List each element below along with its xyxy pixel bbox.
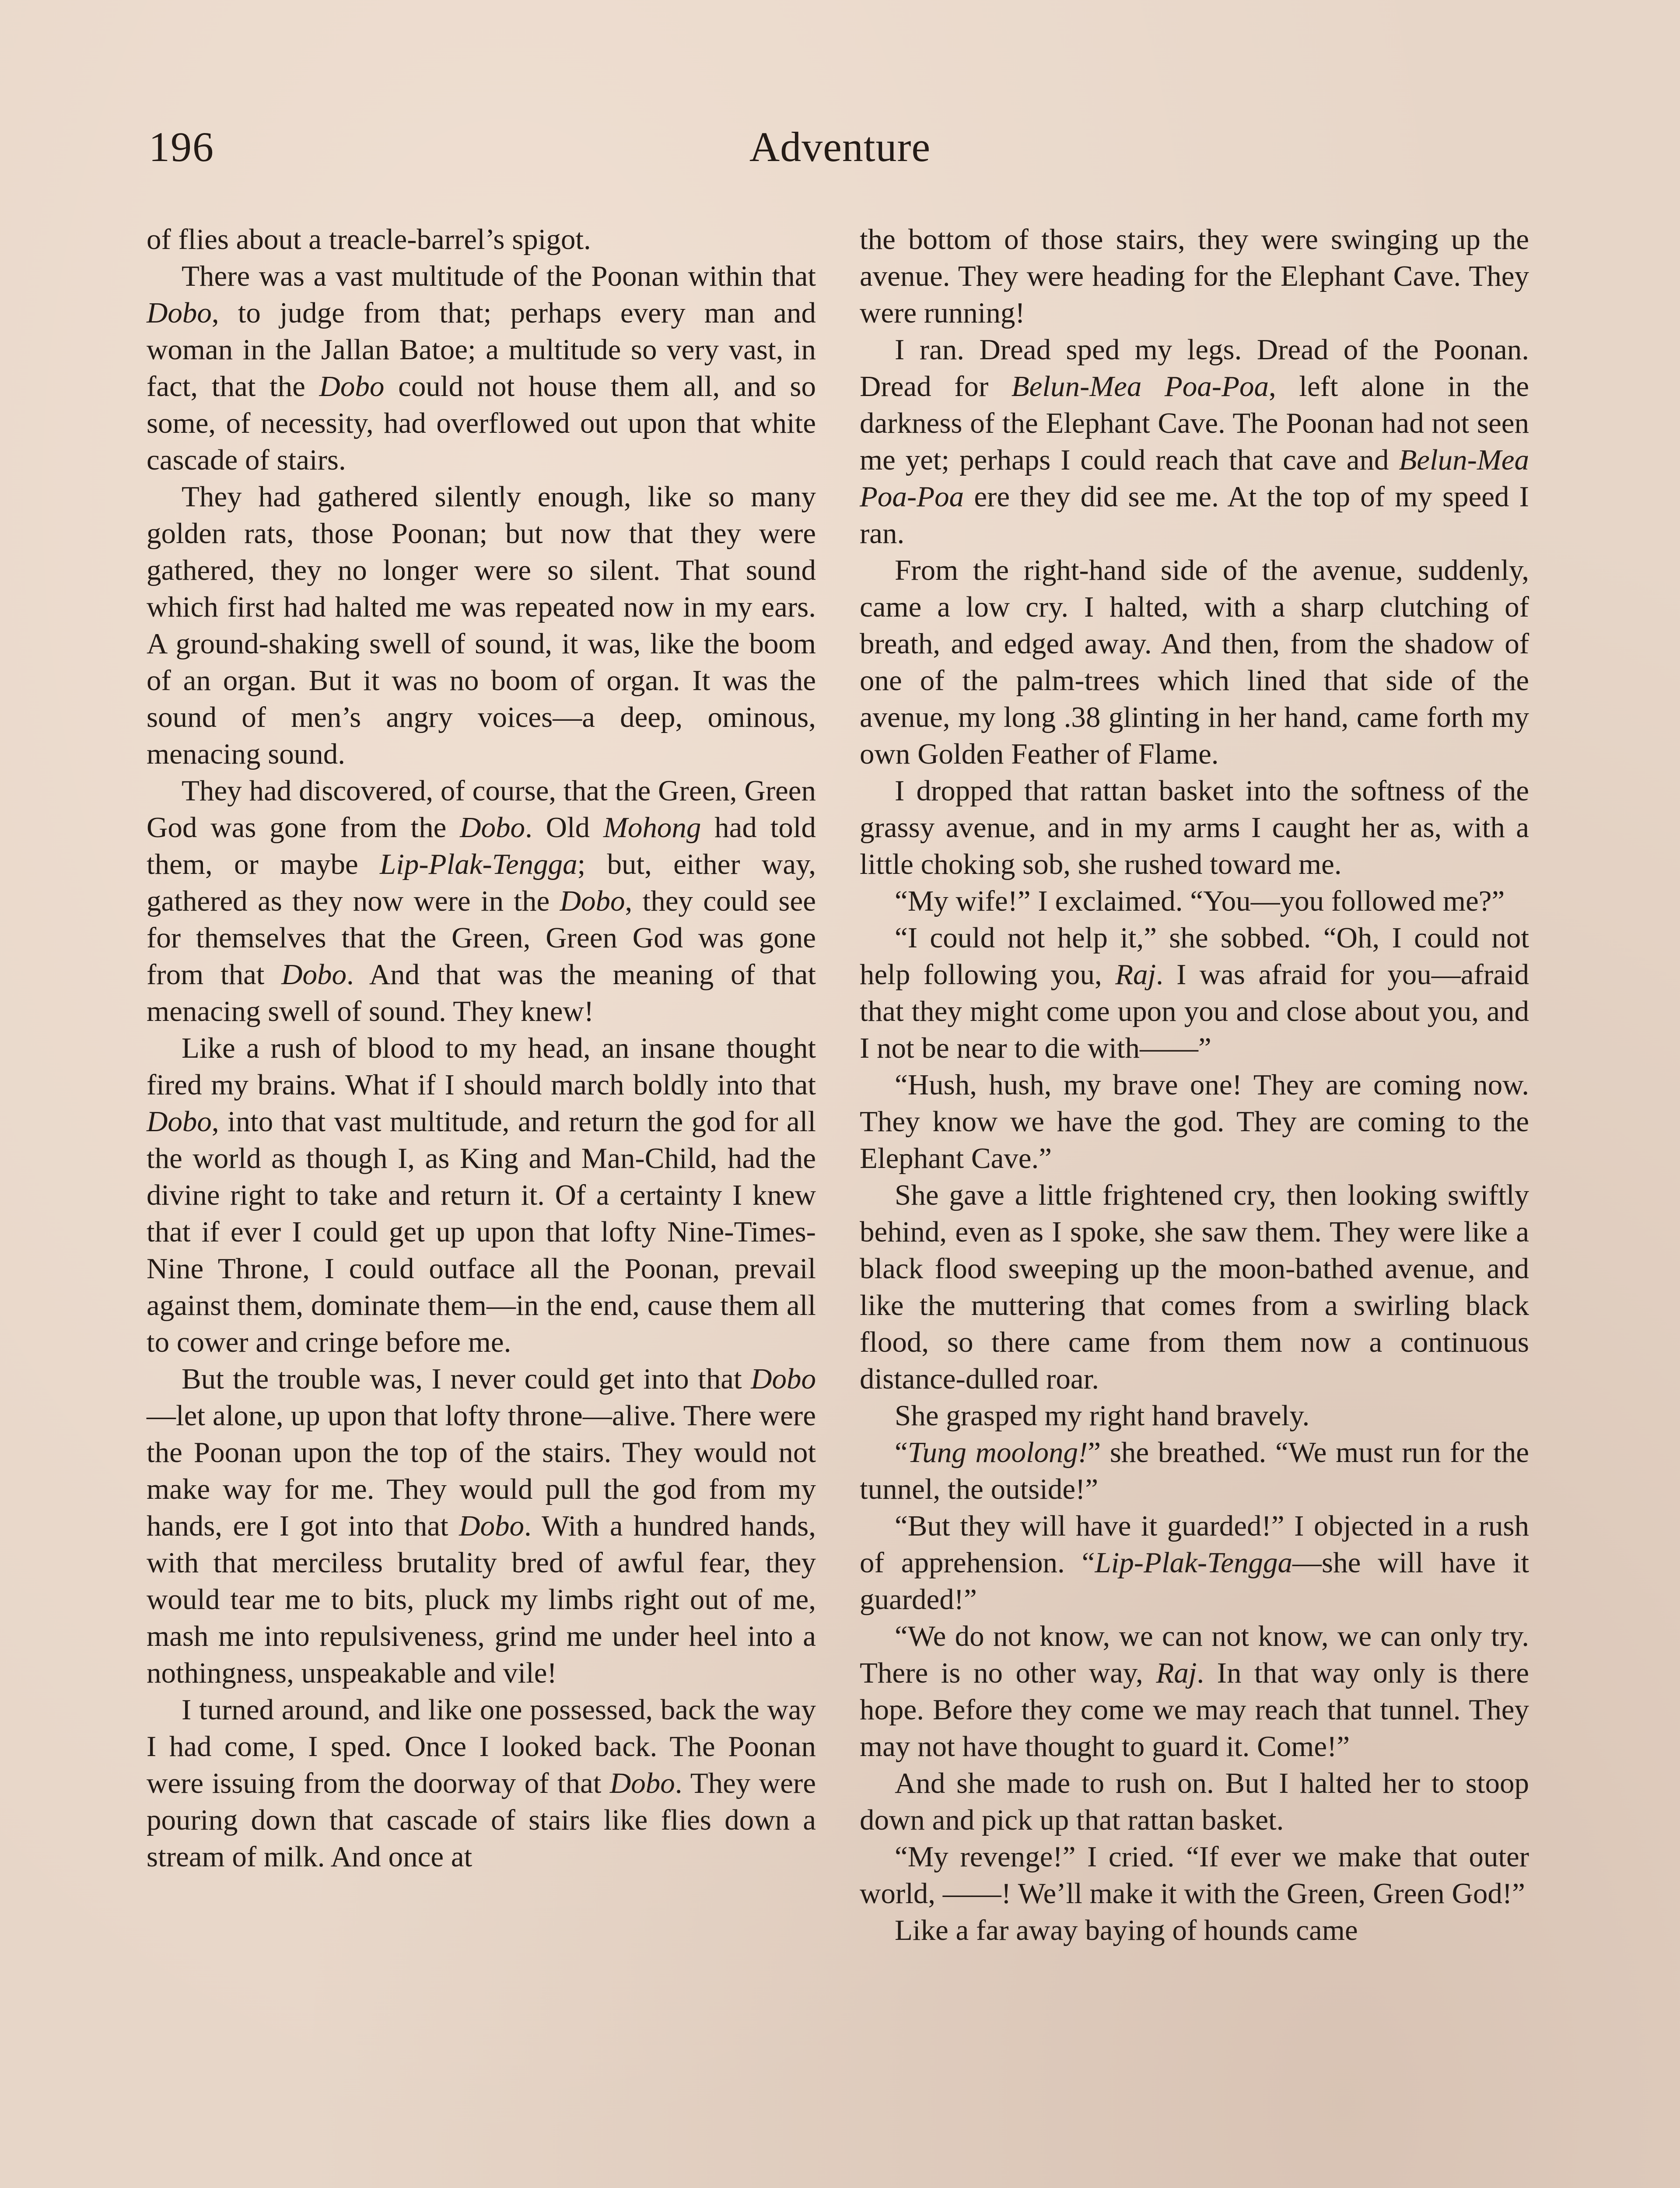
italic-text: Mohong <box>603 811 701 844</box>
right-column <box>860 221 1529 1949</box>
paragraph <box>147 478 816 772</box>
text-run: , to judge from that; perhaps every man and woman in the Jallan Batoe; a multitude so very vast, in fact, that the <box>147 297 816 403</box>
text-run: . In that way only is there hope. Before they come we may reach that tunnel. They may not have thought to guard it. Come!” <box>860 1657 1530 1763</box>
italic-text: Dobo <box>147 1105 212 1138</box>
text-run: “Hush, hush, my brave one! They are coming now. They know we have the god. They are coming to the Elephant Cave.” <box>860 1069 1529 1175</box>
text-run: . Old <box>525 811 604 844</box>
paragraph <box>147 1030 816 1360</box>
article-body <box>147 221 1538 2188</box>
paragraph <box>147 258 816 478</box>
paragraph <box>860 1765 1529 1838</box>
text-run: She gave a little frightened cry, then looking swiftly behind, even as I spoke, she saw them. They were like a black flood sweeping up the moon-bathed avenue, and like the muttering that comes from a swirling black flood, so there came from them now a continuous distance-dulled roar. <box>860 1179 1529 1395</box>
paragraph <box>147 221 816 258</box>
text-run: ” she breathed. “We must run for the tunnel, the outside!” <box>860 1436 1529 1505</box>
text-run: They had discovered, of course, that the Green, Green God was gone from the <box>147 775 816 844</box>
text-run: . They were pouring down that cascade of stairs like flies down a stream of milk. And once at <box>147 1767 816 1873</box>
italic-text: Raj <box>1115 958 1156 991</box>
text-run: could not house them all, and so some, of necessity, had overflowed out upon that white cascade of stairs. <box>147 370 816 476</box>
text-run: ; but, either way, gathered as they now were in the <box>147 848 816 917</box>
text-run: , they could see for themselves that the Green, Green God was gone from that <box>147 885 816 991</box>
text-run: —let alone, up upon that lofty throne—alive. There were the Poonan upon the top of the stairs. They would not make way for me. They would pull the god from my hands, ere I got into that <box>147 1399 816 1542</box>
paragraph <box>860 552 1529 772</box>
text-run: “We do not know, we can not know, we can only try. There is no other way, <box>860 1620 1529 1689</box>
paragraph <box>860 1177 1529 1397</box>
italic-text: Raj <box>1156 1657 1197 1689</box>
text-run: Like a far away baying of hounds came <box>895 1914 1358 1946</box>
page-number: 196 <box>149 123 214 170</box>
text-run: —she will have it guarded!” <box>860 1546 1530 1616</box>
italic-text: Dobo <box>460 811 525 844</box>
paragraph <box>860 919 1529 1066</box>
paragraph <box>860 331 1529 552</box>
italic-text: Lip-Plak-Tengga <box>379 848 578 880</box>
text-run: “ <box>895 1436 908 1469</box>
text-run: She grasped my right hand bravely. <box>895 1399 1310 1432</box>
left-column <box>147 221 816 1875</box>
italic-text: Dobo <box>560 885 625 917</box>
paragraph <box>860 1838 1529 1912</box>
paragraph <box>860 1434 1529 1508</box>
text-run: . And that was the meaning of that menacing swell of sound. They knew! <box>147 958 816 1027</box>
text-run: I dropped that rattan basket into the softness of the grassy avenue, and in my arms I caught her as, with a little choking sob, she rushed toward me. <box>860 775 1529 880</box>
paragraph <box>147 1360 816 1691</box>
paragraph <box>860 1618 1529 1765</box>
paragraph <box>860 221 1529 331</box>
text-run: Like a rush of blood to my head, an insane thought fired my brains. What if I should march boldly into that <box>147 1032 816 1101</box>
text-run: And she made to rush on. But I halted her to stoop down and pick up that rattan basket. <box>860 1767 1529 1836</box>
paragraph <box>147 772 816 1030</box>
italic-text: Dobo <box>147 297 212 329</box>
italic-text: Dobo <box>609 1767 675 1799</box>
paragraph <box>860 883 1529 919</box>
italic-text: Dobo <box>751 1363 816 1395</box>
text-run: “My revenge!” I cried. “If ever we make that outer world, ——! We’ll make it with the Green, Green God!” <box>860 1841 1529 1910</box>
running-title: Adventure <box>749 123 931 170</box>
text-run: had told them, or maybe <box>147 811 816 880</box>
text-run: From the right-hand side of the avenue, suddenly, came a low cry. I halted, with a sharp clutching of breath, and edged away. And then, from the shadow of one of the palm-trees which lined that side of the avenue, my long .38 glinting in her hand, came forth my own Golden Feather of Flame. <box>860 554 1529 770</box>
text-run: I turned around, and like one possessed, back the way I had come, I sped. Once I looked back. The Poonan were issuing from the doorway of that <box>147 1694 816 1799</box>
italic-text: Dobo <box>459 1510 525 1542</box>
text-run: ere they did see me. At the top of my speed I ran. <box>860 480 1529 550</box>
italic-text: Dobo <box>281 958 347 991</box>
text-run: of flies about a treacle-barrel’s spigot. <box>147 223 591 256</box>
text-run: “I could not help it,” she sobbed. “Oh, I could not help following you, <box>860 922 1529 991</box>
italic-text: Lip-Plak-Tengga <box>1095 1546 1292 1579</box>
paragraph <box>860 1508 1529 1618</box>
text-run: “But they will have it guarded!” I objected in a rush of apprehension. “ <box>860 1510 1529 1579</box>
paragraph <box>860 1912 1529 1949</box>
paragraph <box>147 1691 816 1875</box>
paragraph <box>860 1397 1529 1434</box>
text-run: They had gathered silently enough, like so many golden rats, those Poonan; but now that they were gathered, they no longer were so silent. That sound which first had halted me was repeated now in my ears. A ground-shaking swell of sound, it was, like the boom of an organ. But it was no boom of organ. It was the sound of men’s angry voices—a deep, ominous, menacing sound. <box>147 480 816 770</box>
text-run: There was a vast multitude of the Poonan within that <box>182 260 816 292</box>
text-run: . With a hundred hands, with that merciless brutality bred of awful fear, they would tear me to bits, pluck my limbs right out of me, mash me into repulsiveness, grind me under heel into a nothingness, unspeakable and vile! <box>147 1510 816 1689</box>
text-run: But the trouble was, I never could get into that <box>182 1363 751 1395</box>
text-run: “My wife!” I exclaimed. “You—you followed me?” <box>895 885 1505 917</box>
italic-text: Dobo <box>319 370 385 403</box>
paragraph <box>860 772 1529 883</box>
text-run: , left alone in the darkness of the Elephant Cave. The Poonan had not seen me yet; perhaps I could reach that cave and <box>860 370 1530 476</box>
text-run: the bottom of those stairs, they were swinging up the avenue. They were heading for the Elephant Cave. They were running! <box>860 223 1529 329</box>
page-header <box>149 123 1531 188</box>
text-run: . I was afraid for you—afraid that they might come upon you and close about you, and I not be near to die with——” <box>860 958 1529 1064</box>
italic-text: Belun-Mea Poa-Poa <box>860 444 1529 513</box>
italic-text: Belun-Mea Poa-Poa <box>1011 370 1269 403</box>
text-run: , into that vast multitude, and return the god for all the world as though I, as King and Man-Child, had the divine right to take and return it. Of a certainty I knew that if ever I could get up upon that lofty Nine-Times-Nine Throne, I could outface all the Poonan, prevail against them, dominate them—in the end, cause them all to cower and cringe before me. <box>147 1105 816 1358</box>
italic-text: Tung moolong! <box>907 1436 1088 1469</box>
text-run: I ran. Dread sped my legs. Dread of the Poonan. Dread for <box>860 333 1529 403</box>
paragraph <box>860 1066 1529 1177</box>
